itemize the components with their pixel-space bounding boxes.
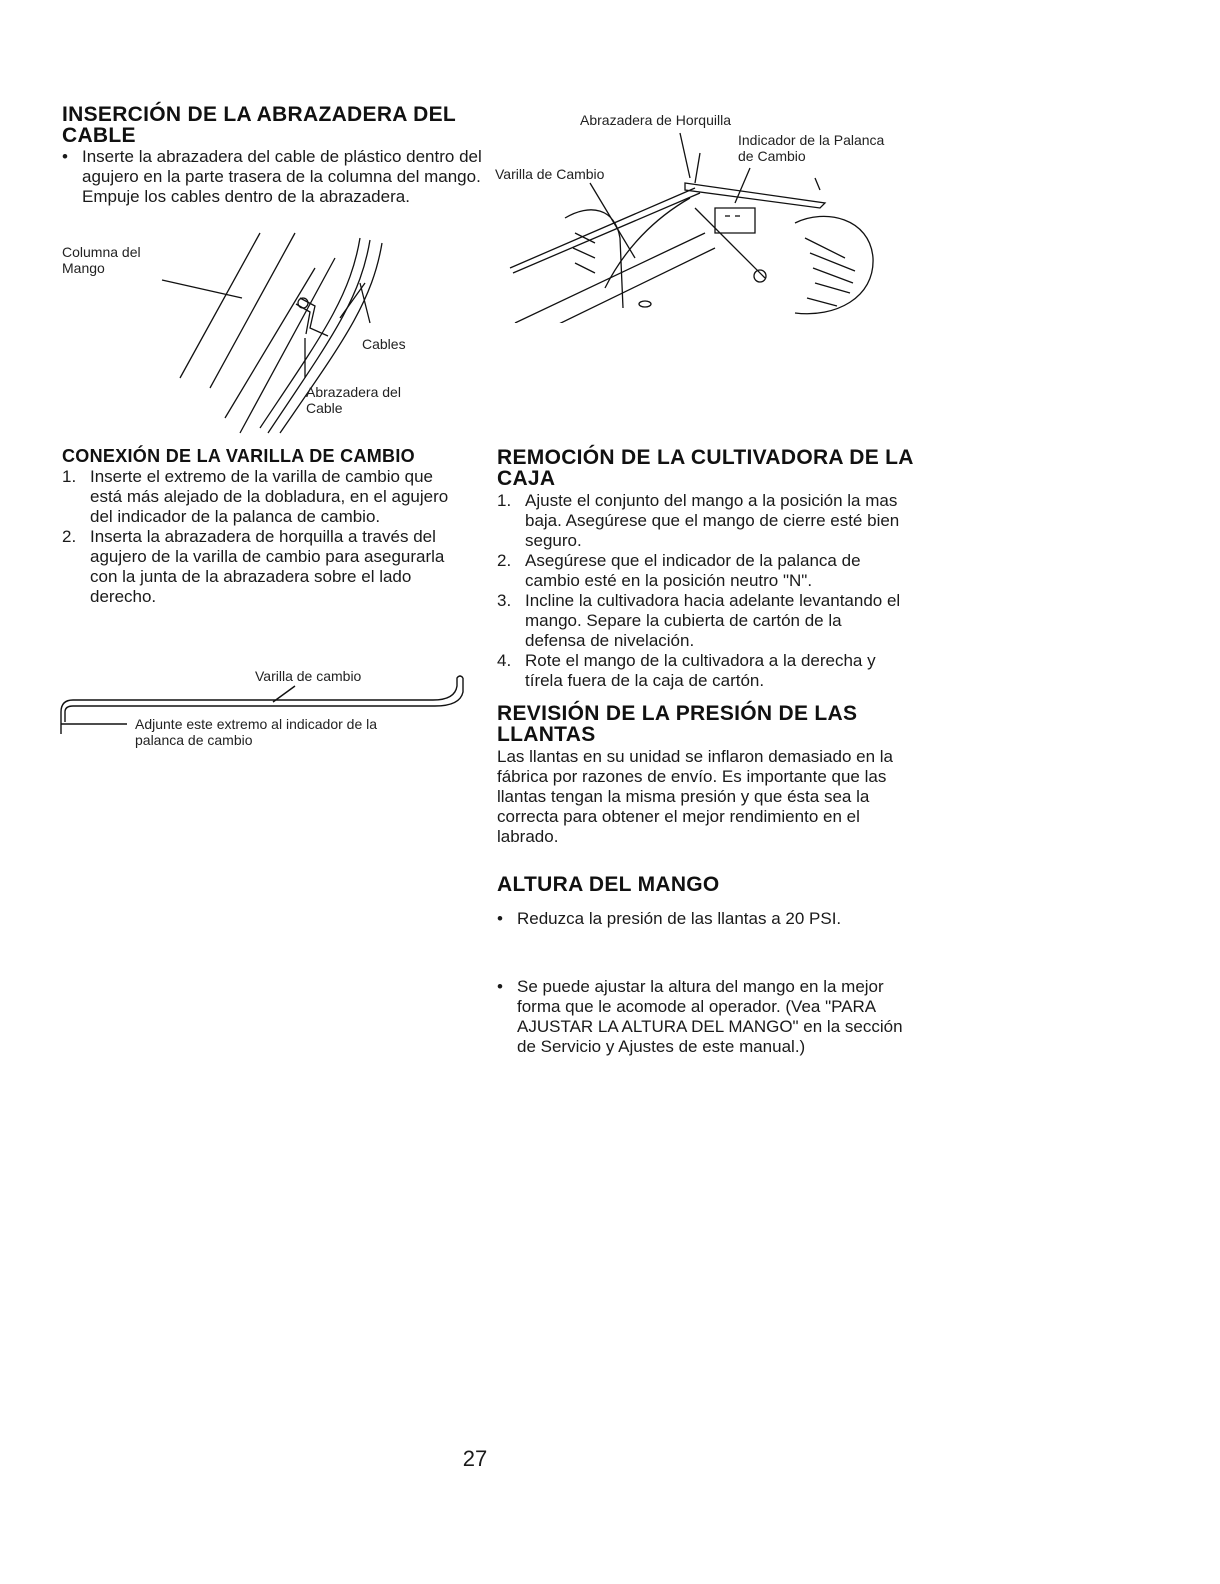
step-text: Asegúrese que el indicador de la palanca de cambio esté en la posición neutro "N". bbox=[525, 551, 861, 590]
label-attach-end: Adjunte este extremo al indicador de la palanca de cambio bbox=[135, 716, 378, 748]
step-number: 1. bbox=[62, 467, 77, 486]
label-hairpin-clip: Abrazadera de Horquilla bbox=[580, 112, 731, 128]
step-text: Inserte el extremo de la varilla de cambio que está más alejado de la dobladura, en el agujero del indicador de la palanca de cambio. bbox=[90, 467, 449, 526]
label-shift-indicator: Indicador de la Palanca de Cambio bbox=[738, 132, 885, 164]
step-text: Inserta la abrazadera de horquilla a través del agujero de la varilla de cambio para asegurarla con la junta de la abrazadera sobre el lado derecho. bbox=[90, 527, 445, 606]
step-number: 3. bbox=[497, 591, 512, 610]
label-shift-rod: Varilla de cambio bbox=[255, 668, 362, 684]
figure-cable-clamp bbox=[60, 228, 460, 438]
step-number: 1. bbox=[497, 491, 512, 510]
bullet-mark: • bbox=[497, 977, 503, 996]
steps-shift-rod bbox=[62, 467, 462, 607]
bullet-handle-height bbox=[493, 977, 917, 1057]
section-title-handle-height: ALTURA DEL MANGO bbox=[497, 873, 720, 896]
label-cable-clamp: Abrazadera del Cable bbox=[306, 384, 401, 416]
label-cables: Cables bbox=[362, 336, 406, 352]
bullet-tire-pressure bbox=[493, 909, 927, 929]
section-title-cable-clamp: INSERCIÓN DE LA ABRAZADERA DEL CABLE bbox=[62, 103, 456, 147]
label-shift-rod-right: Varilla de Cambio bbox=[495, 166, 605, 182]
step-item bbox=[62, 527, 462, 607]
step-text: Incline la cultivadora hacia adelante levantando el mango. Separe la cubierta de cartón de la defensa de nivelación. bbox=[525, 591, 901, 650]
step-item bbox=[497, 551, 902, 591]
step-item bbox=[62, 467, 462, 527]
step-text: Rote el mango de la cultivadora a la derecha y tírela fuera de la caja de cartón. bbox=[525, 651, 876, 690]
figure-tiller-shift bbox=[495, 108, 895, 323]
step-item bbox=[497, 651, 902, 691]
label-column-mango: Columna del Mango bbox=[62, 244, 141, 276]
step-number: 2. bbox=[497, 551, 512, 570]
bullet-text: Se puede ajustar la altura del mango en la mejor forma que le acomode al operador. (Vea "PARA AJUSTAR LA ALTURA DEL MANGO" en la sección de Servicio y Ajustes de este manual.) bbox=[517, 977, 903, 1056]
step-text: Ajuste el conjunto del mango a la posición la mas baja. Asegúrese que el mango de cierre esté bien seguro. bbox=[525, 491, 900, 550]
bullet-cable-clamp bbox=[58, 147, 482, 207]
steps-remove-tiller bbox=[497, 491, 902, 691]
tire-pressure-paragraph: Las llantas en su unidad se inflaron demasiado en la fábrica por razones de envío. Es importante que las llantas tengan la misma presión y que ésta sea la correcta para obtener el mejor rendimiento en el labrado. bbox=[497, 747, 893, 846]
step-item bbox=[497, 591, 902, 651]
section-title-shift-rod: CONEXIÓN DE LA VARILLA DE CAMBIO bbox=[62, 446, 415, 466]
step-item bbox=[497, 491, 902, 551]
bullet-mark: • bbox=[497, 909, 503, 928]
bullet-text: Reduzca la presión de las llantas a 20 PSI. bbox=[517, 909, 842, 928]
figure-shift-rod bbox=[55, 662, 475, 748]
section-title-remove-tiller: REMOCIÓN DE LA CULTIVADORA DE LA CAJA bbox=[497, 446, 913, 490]
bullet-text: Inserte la abrazadera del cable de plástico dentro del agujero en la parte trasera de la columna del mango. Empuje los cables dentro de la abrazadera. bbox=[82, 147, 482, 206]
section-title-tire-pressure: REVISIÓN DE LA PRESIÓN DE LAS LLANTAS bbox=[497, 702, 858, 746]
step-number: 4. bbox=[497, 651, 512, 670]
step-number: 2. bbox=[62, 527, 77, 546]
bullet-mark: • bbox=[62, 147, 68, 166]
page-number: 27 bbox=[462, 1446, 488, 1471]
